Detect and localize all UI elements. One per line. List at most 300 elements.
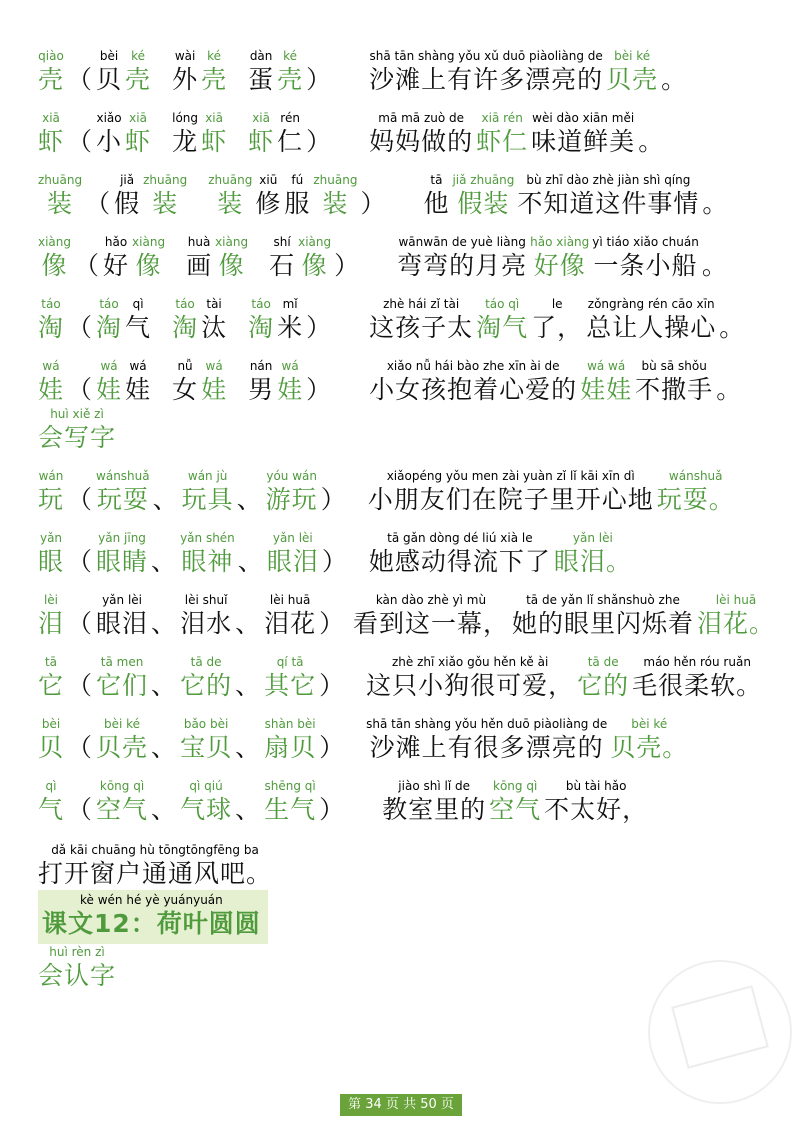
word-segment: [38, 172, 82, 220]
hanzi-text: 壳: [277, 65, 304, 94]
hanzi-text: 假装: [457, 189, 510, 218]
hanzi-text: 、: [235, 609, 262, 638]
pinyin-text: ké: [207, 49, 222, 63]
hanzi-text: 米: [277, 313, 304, 342]
hanzi-text: 玩: [38, 485, 65, 514]
word-segment: [67, 778, 93, 826]
word-segment: [248, 48, 274, 96]
word-segment: [67, 358, 93, 406]
hanzi-text: （: [67, 375, 94, 404]
word-segment: [38, 296, 64, 344]
word-segment: [74, 234, 100, 282]
pinyin-text: wá: [100, 359, 118, 373]
word-segment: [38, 358, 64, 406]
word-segment: [38, 234, 71, 282]
hanzi-text: 小朋友们在院子里开心地: [367, 485, 654, 514]
hanzi-text: 小女孩抱着心爱的: [369, 375, 578, 404]
pinyin-text: zhuāng: [143, 173, 188, 187]
word-segment: [38, 654, 64, 702]
word-segment: [153, 468, 179, 516]
word-segment: [96, 358, 122, 406]
pinyin-text: jiǎ zhuāng: [452, 173, 515, 187]
word-segment: [702, 234, 728, 282]
hanzi-text: 泪水: [180, 609, 233, 638]
hanzi-text: 它的: [180, 671, 233, 700]
vocab-row: [38, 516, 778, 578]
word-segment: [38, 48, 64, 96]
word-segment: [235, 778, 261, 826]
hanzi-text: 。: [719, 313, 746, 342]
hanzi-text: 娃: [96, 375, 123, 404]
hanzi-text: 、: [235, 733, 262, 762]
hanzi-text: 一条小船: [593, 251, 698, 280]
pinyin-text: xiǎopéng yǒu men zài yuàn zǐ lǐ kāi xīn dì: [386, 469, 635, 483]
hanzi-text: 男: [248, 375, 275, 404]
hanzi-text: （: [67, 65, 94, 94]
word-segment: [313, 172, 357, 220]
word-segment: [182, 468, 234, 516]
hanzi-text: ）: [319, 671, 346, 700]
pinyin-text: táo: [251, 297, 271, 311]
pinyin-text: yǎn lèi: [272, 531, 313, 545]
pinyin-text: yǎn lèi: [102, 593, 142, 607]
hanzi-text: 、: [151, 795, 178, 824]
vocab-row: [38, 344, 778, 406]
pinyin-text: xiàng: [215, 235, 249, 249]
word-segment: [267, 530, 319, 578]
word-segment: [180, 654, 232, 702]
hanzi-text: 。: [702, 189, 729, 218]
pinyin-text: dàn: [249, 49, 273, 63]
hanzi-text: ）: [320, 485, 347, 514]
hanzi-text: 空气: [96, 795, 149, 824]
word-segment: [716, 358, 742, 406]
hanzi-text: 味道鲜美: [531, 127, 636, 156]
pinyin-text: bèi: [99, 49, 119, 63]
hanzi-text: 不知道这件事情: [517, 189, 700, 218]
hanzi-text: 小: [96, 127, 123, 156]
hanzi-text: 淘: [96, 313, 123, 342]
hanzi-text: 、: [235, 671, 262, 700]
pinyin-text: bèi ké: [631, 717, 668, 731]
hanzi-text: 眼泪: [266, 547, 319, 576]
word-segment: [269, 234, 295, 282]
hanzi-text: 贝壳: [96, 733, 149, 762]
hanzi-text: 看到这一幕，: [352, 609, 509, 638]
word-segment: [255, 172, 281, 220]
hanzi-text: 娃: [201, 375, 228, 404]
word-segment: [215, 234, 248, 282]
lesson-heading: [38, 890, 778, 944]
word-segment: [277, 110, 303, 158]
pinyin-text: wánshuǎ: [96, 469, 150, 483]
word-segment: [531, 110, 635, 158]
hanzi-text: 玩耍: [96, 485, 149, 514]
pinyin-text: wán jù: [187, 469, 228, 483]
pinyin-text: wá: [42, 359, 60, 373]
vocab-row: [38, 702, 778, 764]
hanzi-text: （: [67, 127, 94, 156]
pinyin-text: fú: [291, 173, 304, 187]
hanzi-text: （: [67, 733, 94, 762]
hanzi-text: 、: [151, 547, 178, 576]
hanzi-text: 画: [186, 251, 213, 280]
vocab-row: [38, 826, 778, 890]
pinyin-text: shā tān shàng yǒu hěn duō piàoliàng de: [366, 717, 608, 731]
pinyin-text: xiā: [42, 111, 60, 125]
hanzi-text: 女: [172, 375, 199, 404]
word-segment: [151, 716, 177, 764]
pinyin-text: lèi shuǐ: [184, 593, 228, 607]
hanzi-text: 装: [217, 189, 244, 218]
pinyin-text: nǚ: [177, 359, 193, 373]
hanzi-text: 泪花: [264, 609, 317, 638]
word-segment: [517, 172, 699, 220]
hanzi-text: 她的眼里闪烁着: [511, 609, 694, 638]
word-segment: [264, 654, 316, 702]
page-number-footer: 第 34 页 共 50 页: [340, 1094, 462, 1116]
hanzi-text: 贝: [96, 65, 123, 94]
word-segment: [319, 654, 345, 702]
word-segment: [476, 296, 528, 344]
hanzi-text: 不太好，: [544, 795, 649, 824]
hanzi-text: 蛋: [248, 65, 275, 94]
hanzi-text: 打开窗户通通风吧。: [38, 859, 273, 888]
pinyin-text: lèi huā: [269, 593, 311, 607]
hanzi-text: 他: [423, 189, 450, 218]
word-segment: [96, 716, 148, 764]
word-segment: [151, 592, 177, 640]
hanzi-text: 好: [103, 251, 130, 280]
hanzi-text: 弯弯的月亮: [397, 251, 528, 280]
word-segment: [125, 48, 151, 96]
pinyin-text: ké: [283, 49, 298, 63]
hanzi-text: 妈妈做的: [369, 127, 474, 156]
word-segment: [322, 530, 348, 578]
pinyin-text: huì rèn zì: [49, 945, 105, 959]
word-segment: [235, 592, 261, 640]
word-segment: [235, 654, 261, 702]
pinyin-text: tā gǎn dòng dé liú xià le: [387, 531, 533, 545]
pinyin-text: jiǎ: [120, 173, 135, 187]
word-segment: [702, 172, 728, 220]
pinyin-text: xiǎo: [96, 111, 122, 125]
hanzi-text: 像: [135, 251, 162, 280]
pinyin-text: qì: [132, 297, 144, 311]
hanzi-text: 虾: [125, 127, 152, 156]
pinyin-text: qì: [45, 779, 57, 793]
word-segment: [306, 358, 332, 406]
word-segment: [476, 110, 528, 158]
hanzi-text: 贝: [38, 733, 65, 762]
hanzi-text: 它: [38, 671, 65, 700]
hanzi-text: 淘: [172, 313, 199, 342]
pinyin-text: qiào: [38, 49, 64, 63]
word-segment: [452, 172, 514, 220]
pinyin-text: le: [551, 297, 563, 311]
pinyin-text: zhuāng: [313, 173, 358, 187]
word-segment: [635, 358, 713, 406]
hanzi-text: （: [67, 313, 94, 342]
word-segment: [277, 296, 303, 344]
section-title: [38, 406, 778, 454]
hanzi-text: 泪: [38, 609, 65, 638]
word-segment: [632, 654, 762, 702]
word-segment: [38, 842, 272, 890]
hanzi-text: 课文12：荷叶圆圆: [42, 909, 261, 938]
hanzi-text: ）: [319, 795, 346, 824]
word-segment: [96, 48, 122, 96]
word-segment: [67, 296, 93, 344]
pinyin-text: táo: [41, 297, 61, 311]
word-segment: [369, 358, 577, 406]
pinyin-text: qì qiú: [189, 779, 223, 793]
hanzi-text: ）: [319, 609, 346, 638]
hanzi-text: ）: [306, 375, 333, 404]
pinyin-text: yǎn: [39, 531, 63, 545]
hanzi-text: 、: [237, 547, 264, 576]
pinyin-text: bèi ké: [614, 49, 651, 63]
hanzi-text: 气: [38, 795, 65, 824]
word-segment: [319, 592, 345, 640]
vocab-row: [38, 640, 778, 702]
word-segment: [319, 716, 345, 764]
word-segment: [67, 592, 93, 640]
pinyin-text: shí: [273, 235, 291, 249]
pinyin-text: zhuāng: [208, 173, 253, 187]
word-segment: [306, 48, 332, 96]
pinyin-text: zhè hái zǐ tài: [383, 297, 460, 311]
vocab-row: [38, 578, 778, 640]
word-segment: [606, 48, 658, 96]
pinyin-text: bèi: [41, 717, 61, 731]
word-segment: [67, 654, 93, 702]
word-segment: [489, 778, 541, 826]
word-segment: [180, 592, 232, 640]
hanzi-text: 。: [638, 127, 665, 156]
hanzi-text: 眼泪: [96, 609, 149, 638]
word-segment: [306, 296, 332, 344]
pinyin-text: tā de yǎn lǐ shǎnshuò zhe: [526, 593, 680, 607]
word-segment: [531, 296, 583, 344]
hanzi-text: 了，: [531, 313, 584, 342]
vocab-row: [38, 34, 778, 96]
word-segment: [369, 110, 473, 158]
pinyin-text: mā mā zuò de: [378, 111, 465, 125]
hanzi-text: 装: [322, 189, 349, 218]
hanzi-text: 装: [47, 189, 74, 218]
hanzi-text: 壳: [125, 65, 152, 94]
word-segment: [366, 716, 607, 764]
hanzi-text: 贝壳。: [610, 733, 689, 762]
hanzi-text: 虾: [248, 127, 275, 156]
word-segment: [96, 654, 148, 702]
word-segment: [96, 592, 148, 640]
pinyin-text: qí tā: [276, 655, 304, 669]
word-segment: [38, 778, 64, 826]
pinyin-text: kè wén hé yè yuányuán: [80, 893, 223, 907]
vocab-row: [38, 454, 778, 516]
pinyin-text: zhuāng: [38, 173, 83, 187]
pinyin-text: xiǎo nǚ hái bào zhe xīn ài de: [386, 359, 560, 373]
pinyin-text: tā: [430, 173, 443, 187]
word-segment: [248, 358, 274, 406]
word-segment: [610, 716, 688, 764]
pinyin-text: bù tài hǎo: [565, 779, 627, 793]
word-segment: [201, 110, 227, 158]
hanzi-text: 眼睛: [96, 547, 149, 576]
word-segment: [172, 110, 198, 158]
hanzi-text: （: [85, 189, 112, 218]
word-segment: [397, 234, 527, 282]
hanzi-text: 教室里的: [382, 795, 487, 824]
hanzi-text: 、: [152, 485, 179, 514]
hanzi-text: 娃娃: [580, 375, 633, 404]
word-segment: [366, 654, 574, 702]
pinyin-text: mǐ: [282, 297, 298, 311]
word-segment: [186, 234, 212, 282]
hanzi-text: 娃: [125, 375, 152, 404]
word-segment: [96, 530, 148, 578]
pinyin-text: xiā: [129, 111, 147, 125]
hanzi-text: 淘气: [476, 313, 529, 342]
vocab-row: [38, 96, 778, 158]
word-segment: [125, 296, 151, 344]
hanzi-text: 、: [151, 671, 178, 700]
word-segment: [248, 296, 274, 344]
pinyin-text: xiàng: [132, 235, 166, 249]
pinyin-text: kōng qì: [493, 779, 538, 793]
word-segment: [719, 296, 745, 344]
pinyin-text: ké: [131, 49, 145, 63]
hanzi-text: 像: [301, 251, 328, 280]
pinyin-text: xiū: [259, 173, 278, 187]
hanzi-text: 总让人操心: [586, 313, 717, 342]
word-segment: [360, 172, 386, 220]
pinyin-text: dǎ kāi chuāng hù tōngtōngfēng ba: [51, 843, 259, 857]
pinyin-text: tā de: [587, 655, 619, 669]
word-segment: [512, 592, 694, 640]
pinyin-text: wá: [281, 359, 299, 373]
pinyin-text: táo: [99, 297, 119, 311]
hanzi-text: 会写字: [38, 423, 117, 452]
word-segment: [38, 716, 64, 764]
pinyin-text: bǎo bèi: [183, 717, 229, 731]
hanzi-text: 娃: [38, 375, 65, 404]
vocabulary-list: [38, 34, 778, 992]
hanzi-text: 外: [172, 65, 199, 94]
hanzi-text: 、: [151, 733, 178, 762]
hanzi-text: 这只小狗很可爱，: [366, 671, 575, 700]
word-segment: [382, 778, 486, 826]
word-segment: [96, 778, 148, 826]
word-segment: [321, 468, 347, 516]
word-segment: [85, 172, 111, 220]
hanzi-text: ）: [306, 127, 333, 156]
hanzi-text: 。: [661, 65, 688, 94]
word-segment: [42, 892, 261, 940]
hanzi-text: 眼泪。: [553, 547, 632, 576]
hanzi-text: （: [67, 795, 94, 824]
word-segment: [38, 406, 116, 454]
pinyin-text: xiā: [205, 111, 223, 125]
word-segment: [67, 716, 93, 764]
pinyin-text: zhè zhī xiǎo gǒu hěn kě ài: [391, 655, 549, 669]
word-segment: [96, 468, 150, 516]
word-segment: [592, 234, 699, 282]
hanzi-text: 它们: [96, 671, 149, 700]
hanzi-text: 假: [114, 189, 141, 218]
pinyin-text: wán: [38, 469, 64, 483]
word-segment: [577, 654, 629, 702]
hanzi-text: （: [67, 547, 94, 576]
word-segment: [38, 468, 64, 516]
hanzi-text: 贝壳: [606, 65, 659, 94]
word-segment: [235, 716, 261, 764]
word-segment: [697, 592, 775, 640]
hanzi-text: 壳: [201, 65, 228, 94]
word-segment: [277, 48, 303, 96]
word-segment: [96, 110, 122, 158]
pinyin-text: tā: [44, 655, 58, 669]
word-segment: [67, 110, 93, 158]
word-segment: [368, 468, 654, 516]
hanzi-text: 像: [41, 251, 68, 280]
hanzi-text: 、: [236, 485, 263, 514]
word-segment: [319, 778, 345, 826]
pinyin-text: bèi ké: [104, 717, 141, 731]
hanzi-text: 气: [125, 313, 152, 342]
hanzi-text: 不撒手: [635, 375, 714, 404]
word-segment: [264, 592, 316, 640]
hanzi-text: 像: [218, 251, 245, 280]
pinyin-text: táo: [175, 297, 195, 311]
pinyin-text: bù sā shǒu: [641, 359, 707, 373]
word-segment: [657, 468, 735, 516]
pinyin-text: yǎn lèi: [572, 531, 613, 545]
word-segment: [151, 778, 177, 826]
pinyin-text: táo qì: [485, 297, 520, 311]
pinyin-text: tā men: [100, 655, 144, 669]
word-segment: [180, 716, 232, 764]
word-segment: [277, 358, 303, 406]
hanzi-text: 这孩子太: [369, 313, 474, 342]
hanzi-text: （: [67, 671, 94, 700]
pinyin-text: jiào shì lǐ de: [398, 779, 470, 793]
word-segment: [264, 778, 316, 826]
pinyin-text: yì tiáo xiǎo chuán: [592, 235, 699, 249]
word-segment: [38, 110, 64, 158]
hanzi-text: 玩具: [181, 485, 234, 514]
hanzi-text: 。: [716, 375, 743, 404]
word-segment: [201, 296, 227, 344]
pinyin-text: lèi huā: [715, 593, 757, 607]
vocab-row: [38, 764, 778, 826]
word-segment: [201, 358, 227, 406]
hanzi-text: 泪花。: [696, 609, 775, 638]
hanzi-text: ）: [306, 313, 333, 342]
pinyin-text: kōng qì: [99, 779, 145, 793]
pinyin-text: huì xiě zì: [50, 407, 104, 421]
vocab-row: [38, 220, 778, 282]
word-segment: [103, 234, 129, 282]
hanzi-text: 娃: [277, 375, 304, 404]
hanzi-text: 好像: [533, 251, 586, 280]
word-segment: [180, 530, 235, 578]
pinyin-text: xiā: [252, 111, 270, 125]
word-segment: [238, 530, 264, 578]
word-segment: [132, 234, 165, 282]
